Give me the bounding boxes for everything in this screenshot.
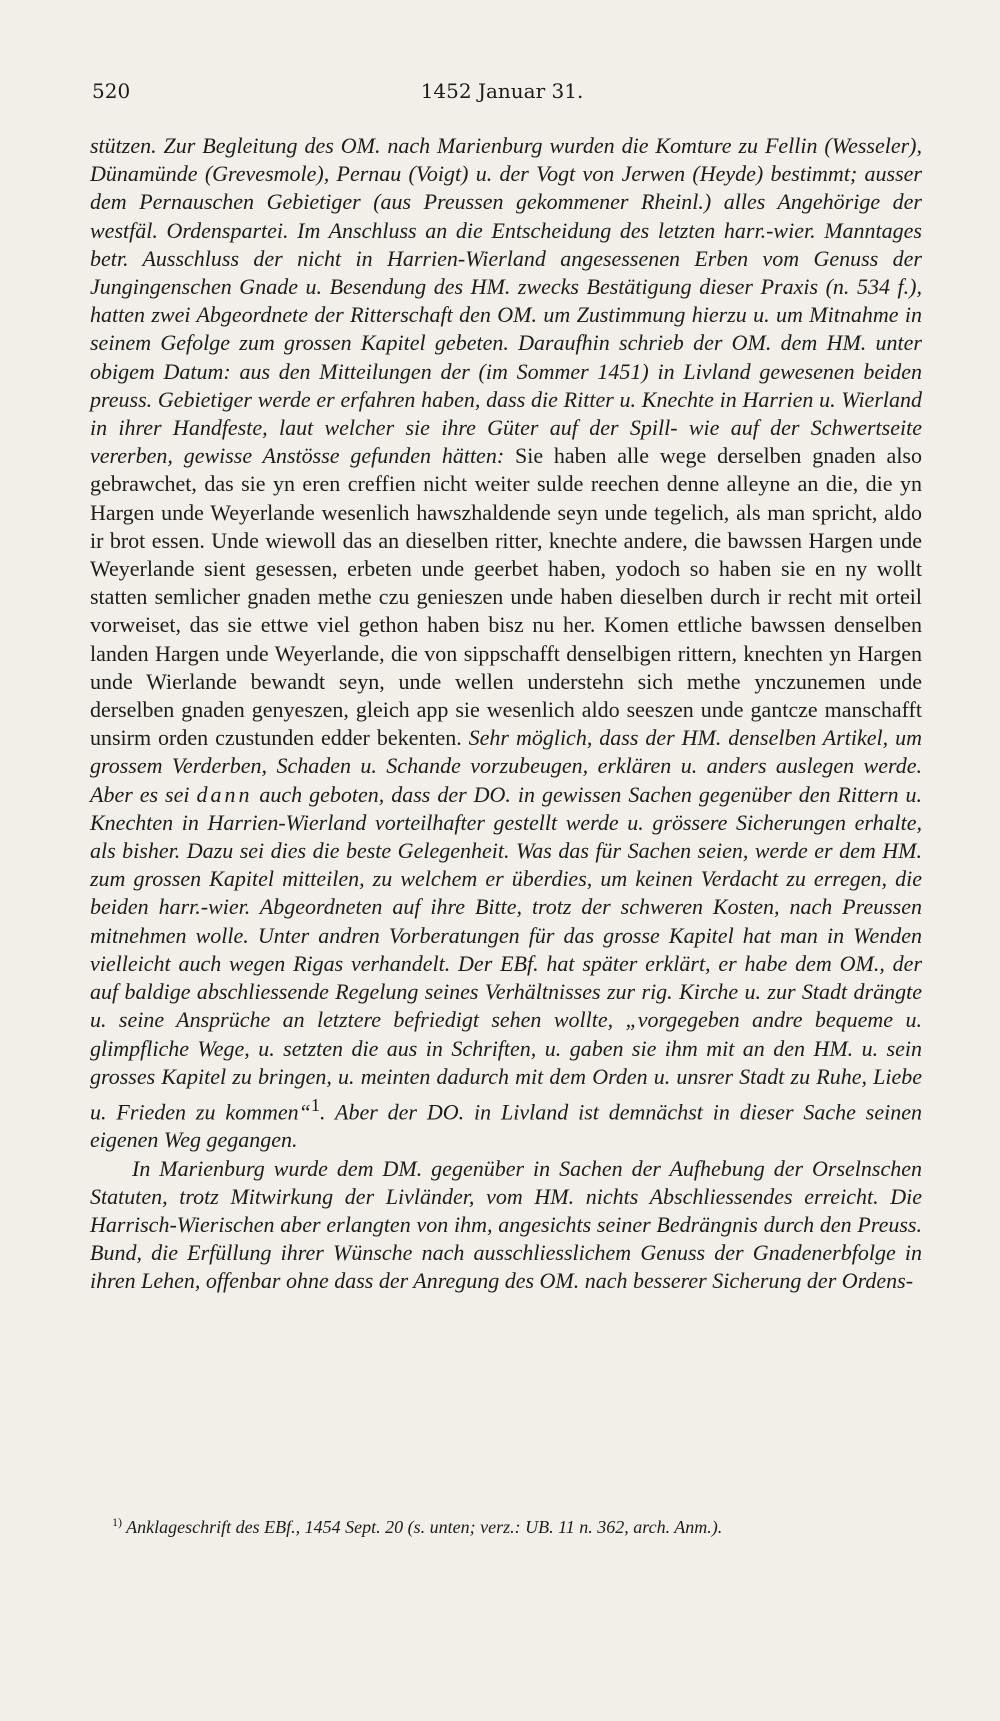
quoted-source-text: Sie haben alle wege derselben gnaden also gebrawchet, das sie yn eren creffien nicht weiter sulde reechen denne alleyne an die, die yn Hargen unde Weyerlande wesenlich hawszhaldende seyn unde tegelich, als man spricht, aldo ir brot essen. Unde wiewoll das an dieselben ritter, knechte andere, die bawssen Hargen unde Weyerlande sient gesessen, erbeten unde geerbet haben, yodoch so haben sie en ny wollt statten semlicher gnaden methe czu genieszen unde haben dieselben durch ir recht mit orteil vorweiset, das sie ettwe viel gethon haben bisz nu her. Komen ettliche bawssen denselben landen Hargen unde Weyerlande, die von sippschafft denselbigen rittern, knechten yn Hargen unde Wierlande bewandt seyn, unde wellen understehn sich methe ynczunemen unde derselben gnaden genyeszen, gleich app sie wesenlich aldo seeszen unde gantcze manschafft unsirm orden czustunden edder bekenten. (90, 443, 922, 751)
emphasized-word: dann (196, 781, 253, 807)
footnote (112, 1510, 930, 1539)
footnote-marker: 1) (112, 1515, 122, 1529)
commentary-text: Sehr möglich, dass der HM. denselben Artikel, um grossem Verderben, Schaden u. Schande vorzubeugen, erklären u. anders auslegen werde. Aber es sei (90, 725, 922, 807)
paragraph-second: In Marienburg wurde dem DM. gegenüber in Sachen der Aufhebung der Orselnschen Statuten, trotz Mitwirkung der Livländer, vom HM. nichts Abschliessendes erreicht. Die Harrisch-Wierischen aber erlangten von ihm, angesichts seiner Bedrängnis durch den Preuss. Bund, die Erfüllung ihrer Wünsche nach ausschliesslichem Genuss der Gnadenerbfolge in ihren Lehen, offenbar ohne dass der Anregung des OM. nach besserer Sicherung der Ordens- (90, 1155, 922, 1294)
footnote-reference: 1 (310, 1094, 321, 1115)
running-title: 1452 Januar 31. (420, 79, 584, 103)
paragraph-main (90, 132, 922, 1155)
commentary-text: . Aber der DO. in Livland ist demnächst in dieser Sache seinen eigenen Weg gegangen. (90, 1099, 922, 1153)
commentary-text: auch geboten, dass der DO. in gewissen Sachen gegenüber den Rittern u. Knechten in Harrien-Wierland vorteilhafter gestellt werde u. grössere Sicherungen erhalte, als bisher. Dazu sei dies die beste Gelegenheit. Was das für Sachen seien, werde er dem HM. zum grossen Kapitel mitteilen, zu welchem er überdies, um keinen Verdacht zu erregen, die beiden harr.-wier. Abgeordneten auf ihre Bitte, trotz der schweren Kosten, nach Preussen mitnehmen wolle. Unter andren Vorberatungen für das grosse Kapitel hat man in Wenden vielleicht auch wegen Rigas verhandelt. Der EBf. hat später erklärt, er habe dem OM., der auf baldige abschliessende Regelung seines Verhältnisses zur rig. Kirche u. zur Stadt drängte u. seine Ansprüche an letztere befriedigt sehen wollte, „vorgegeben andre bequeme u. glimpfliche Wege, u. setzten die aus in Schriften, u. gaben sie ihm mit an den HM. u. sein grosses Kapitel zu bringen, u. meinten dadurch mit dem Orden u. unsrer Stadt zu Ruhe, Liebe u. Frieden zu kommen“ (90, 781, 922, 1125)
page-number: 520 (92, 79, 131, 103)
page-header (92, 76, 912, 106)
page-body (90, 132, 922, 1296)
commentary-text: stützen. Zur Begleitung des OM. nach Marienburg wurden die Komture zu Fellin (Wesseler), Dünamünde (Grevesmole), Pernau (Voigt) u. der Vogt von Jerwen (Heyde) bestimmt; ausser dem Pernauschen Gebietiger (aus Preussen gekommener Rheinl.) alles Angehörige der westfäl. Ordenspartei. Im Anschluss an die Entscheidung des letzten harr.-wier. Manntages betr. Ausschluss der nicht in Harrien-Wierland angesessenen Erben vom Genuss der Jungingenschen Gnade u. Besendung des HM. zwecks Bestätigung dieser Praxis (n. 534 f.), hatten zwei Abgeordnete der Ritterschaft den OM. um Zustimmung hierzu u. um Mitnahme in seinem Gefolge zum grossen Kapitel gebeten. Daraufhin schrieb der OM. dem HM. unter obigem Datum: aus den Mitteilungen der (im Sommer 1451) in Livland gewesenen beiden preuss. Gebietiger werde er erfahren haben, dass die Ritter u. Knechte in Harrien u. Wierland in ihrer Handfeste, laut welcher sie ihre Güter auf der Spill- wie auf der Schwertseite vererben, gewisse Anstösse gefunden hätten: (90, 133, 922, 469)
footnote-text: Anklageschrift des EBf., 1454 Sept. 20 (s. unten; verz.: UB. 11 n. 362, arch. Anm.). (122, 1517, 723, 1537)
